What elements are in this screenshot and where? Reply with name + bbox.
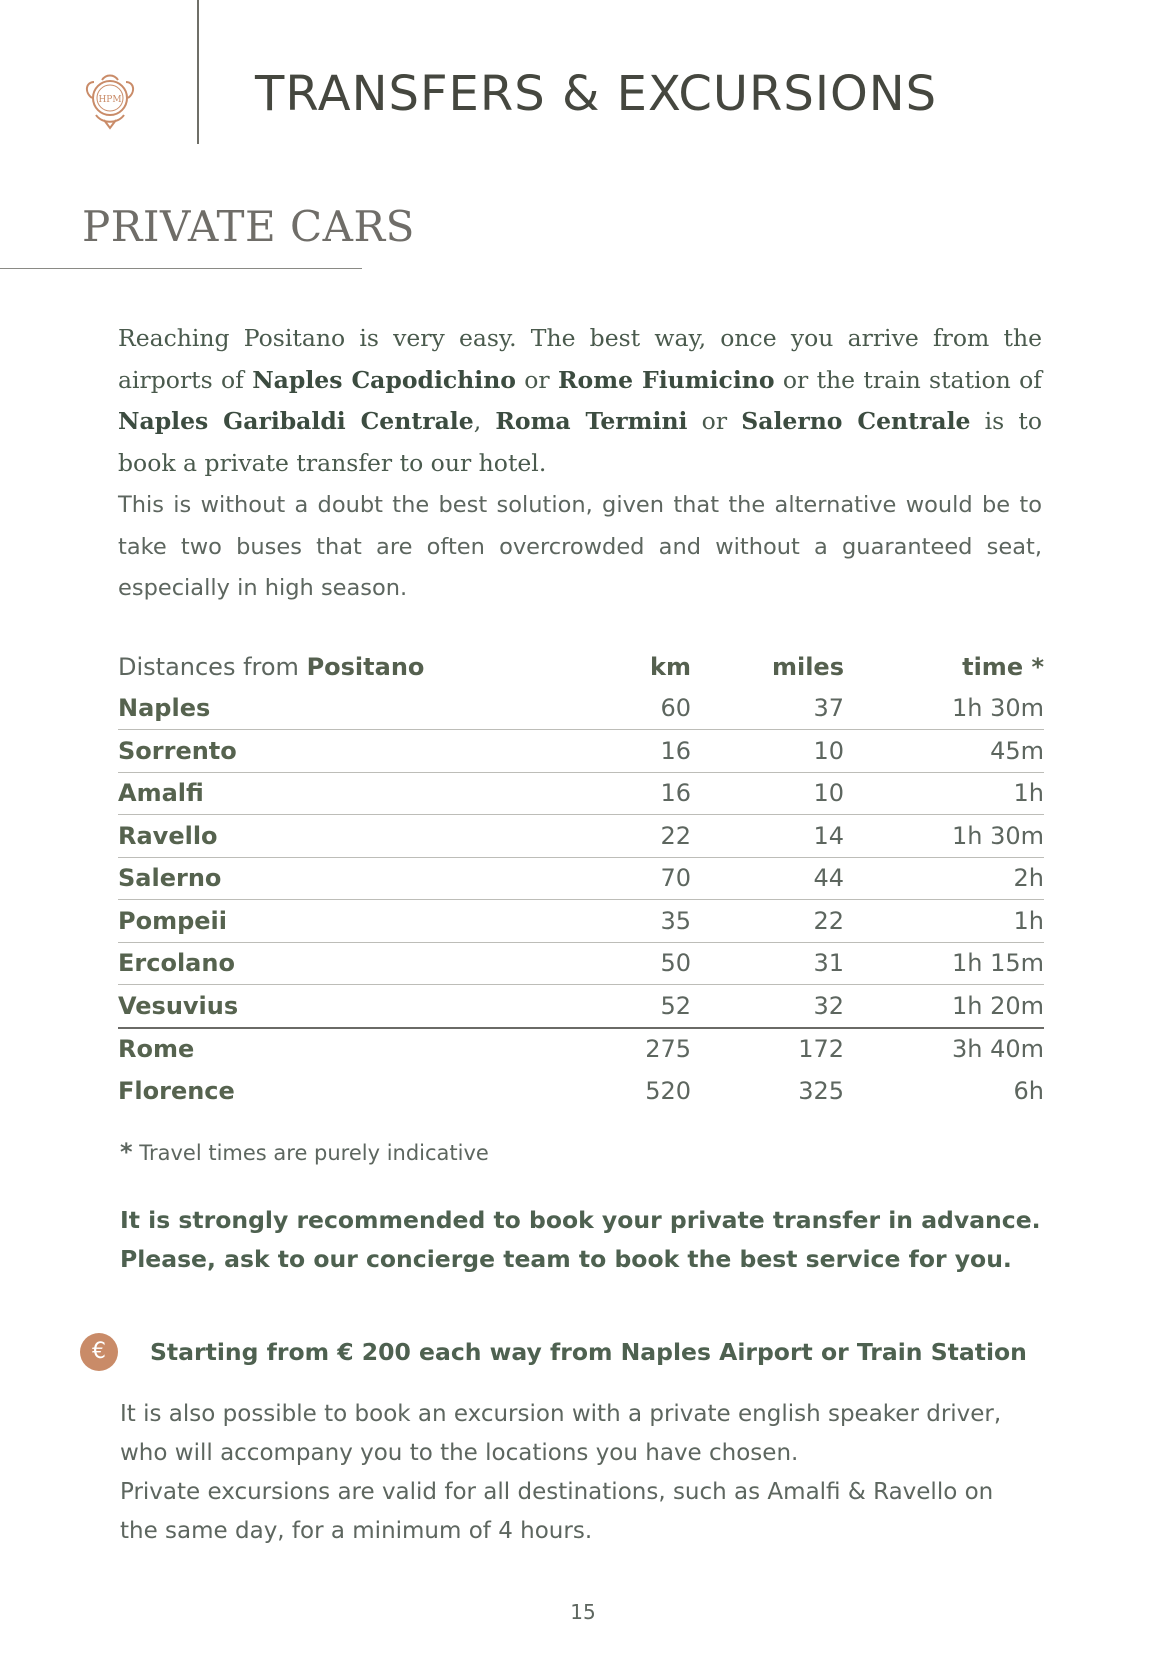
table-row bbox=[118, 900, 1044, 943]
destination-name: Florence bbox=[118, 1076, 235, 1105]
table-row bbox=[118, 815, 1044, 858]
miles-value: 22 bbox=[691, 900, 844, 943]
miles-value: 32 bbox=[691, 985, 844, 1028]
destination-name: Pompeii bbox=[118, 900, 538, 943]
miles-value: 44 bbox=[691, 857, 844, 900]
time-value: 1h 15m bbox=[844, 942, 1044, 985]
booking-recommendation: It is strongly recommended to book your private transfer in advance. Please, ask to our concierge team to book the best service for you. bbox=[120, 1206, 1041, 1273]
miles-header: miles bbox=[771, 652, 844, 681]
header-divider bbox=[197, 0, 199, 144]
destination-name: Sorrento bbox=[118, 730, 538, 773]
destination-name: Vesuvius bbox=[118, 985, 538, 1028]
hotel-logo bbox=[78, 68, 142, 132]
km-header: km bbox=[650, 652, 691, 681]
km-value: 16 bbox=[538, 730, 691, 773]
km-value: 52 bbox=[538, 985, 691, 1028]
time-value: 1h bbox=[844, 772, 1044, 815]
destination-name: Rome bbox=[118, 1028, 538, 1071]
destination-name: Ercolano bbox=[118, 942, 538, 985]
roma-termini: Roma Termini bbox=[495, 407, 688, 435]
km-value: 60 bbox=[660, 694, 691, 723]
destination-name: Salerno bbox=[118, 857, 538, 900]
time-value: 1h 20m bbox=[844, 985, 1044, 1028]
time-header: time * bbox=[962, 652, 1044, 681]
time-value: 3h 40m bbox=[844, 1028, 1044, 1071]
time-value: 6h bbox=[1013, 1076, 1044, 1105]
destination-name: Amalfi bbox=[118, 772, 538, 815]
time-value: 2h bbox=[844, 857, 1044, 900]
page-number: 15 bbox=[570, 1600, 596, 1624]
salerno-centrale: Salerno Centrale bbox=[741, 407, 971, 435]
starting-price: Starting from € 200 each way from Naples Airport or Train Station bbox=[150, 1338, 1027, 1366]
km-value: 22 bbox=[538, 815, 691, 858]
miles-value: 10 bbox=[691, 730, 844, 773]
time-value: 1h bbox=[844, 900, 1044, 943]
table-row bbox=[118, 772, 1044, 815]
table-row bbox=[118, 985, 1044, 1028]
page-title: TRANSFERS & EXCURSIONS bbox=[255, 66, 938, 122]
table-row bbox=[118, 1070, 1044, 1112]
km-value: 70 bbox=[538, 857, 691, 900]
time-value: 45m bbox=[844, 730, 1044, 773]
miles-value: 325 bbox=[798, 1076, 844, 1105]
svg-text:HPM: HPM bbox=[98, 95, 122, 105]
destination-name: Ravello bbox=[118, 815, 538, 858]
km-value: 50 bbox=[538, 942, 691, 985]
km-value: 16 bbox=[538, 772, 691, 815]
km-value: 520 bbox=[645, 1076, 691, 1105]
destination-name: Naples bbox=[118, 694, 211, 723]
miles-value: 37 bbox=[813, 694, 844, 723]
asterisk: * bbox=[120, 1138, 133, 1166]
table-row bbox=[118, 730, 1044, 773]
section-underline bbox=[0, 268, 362, 269]
table-row bbox=[118, 688, 1044, 730]
alternative-paragraph: This is without a doubt the best solution, given that the alternative would be to take two buses that are often overcrowded and without a guaranteed seat, especially in high season. bbox=[118, 492, 1042, 601]
miles-value: 172 bbox=[691, 1028, 844, 1071]
table-row bbox=[118, 857, 1044, 900]
excursion-paragraph: It is also possible to book an excursion with a private english speaker driver, who will accompany you to the locations you have chosen. Private excursions are valid for all destinations, such as Amalfi & Ravello on the same day, for a minimum of 4 hours. bbox=[120, 1401, 1002, 1544]
naples-capodichino: Naples Capodichino bbox=[252, 365, 516, 394]
miles-value: 31 bbox=[691, 942, 844, 985]
time-value: 1h 30m bbox=[844, 815, 1044, 858]
km-value: 35 bbox=[538, 900, 691, 943]
table-row bbox=[118, 1028, 1044, 1071]
miles-value: 14 bbox=[691, 815, 844, 858]
travel-times-note: * Travel times are purely indicative bbox=[120, 1138, 489, 1166]
time-value: 1h 30m bbox=[951, 694, 1044, 723]
intro-paragraph: Reaching Positano is very easy. The best way, once you arrive from the airports of Naples Capodichino or Rome Fiumicino or the train station of Naples Garibaldi Centrale, Roma Termini or Salerno Centrale is to book a private transfer to our hotel. bbox=[118, 324, 1042, 477]
km-value: 275 bbox=[538, 1028, 691, 1071]
miles-value: 10 bbox=[691, 772, 844, 815]
section-title: PRIVATE CARS bbox=[82, 202, 415, 251]
naples-garibaldi: Naples Garibaldi Centrale bbox=[118, 407, 474, 435]
table-row bbox=[118, 942, 1044, 985]
table-header-row bbox=[118, 646, 1044, 688]
distances-table bbox=[118, 646, 1044, 1112]
distances-header: Distances from Positano bbox=[118, 652, 425, 681]
rome-fiumicino: Rome Fiumicino bbox=[558, 365, 775, 394]
euro-icon: € bbox=[80, 1333, 118, 1371]
